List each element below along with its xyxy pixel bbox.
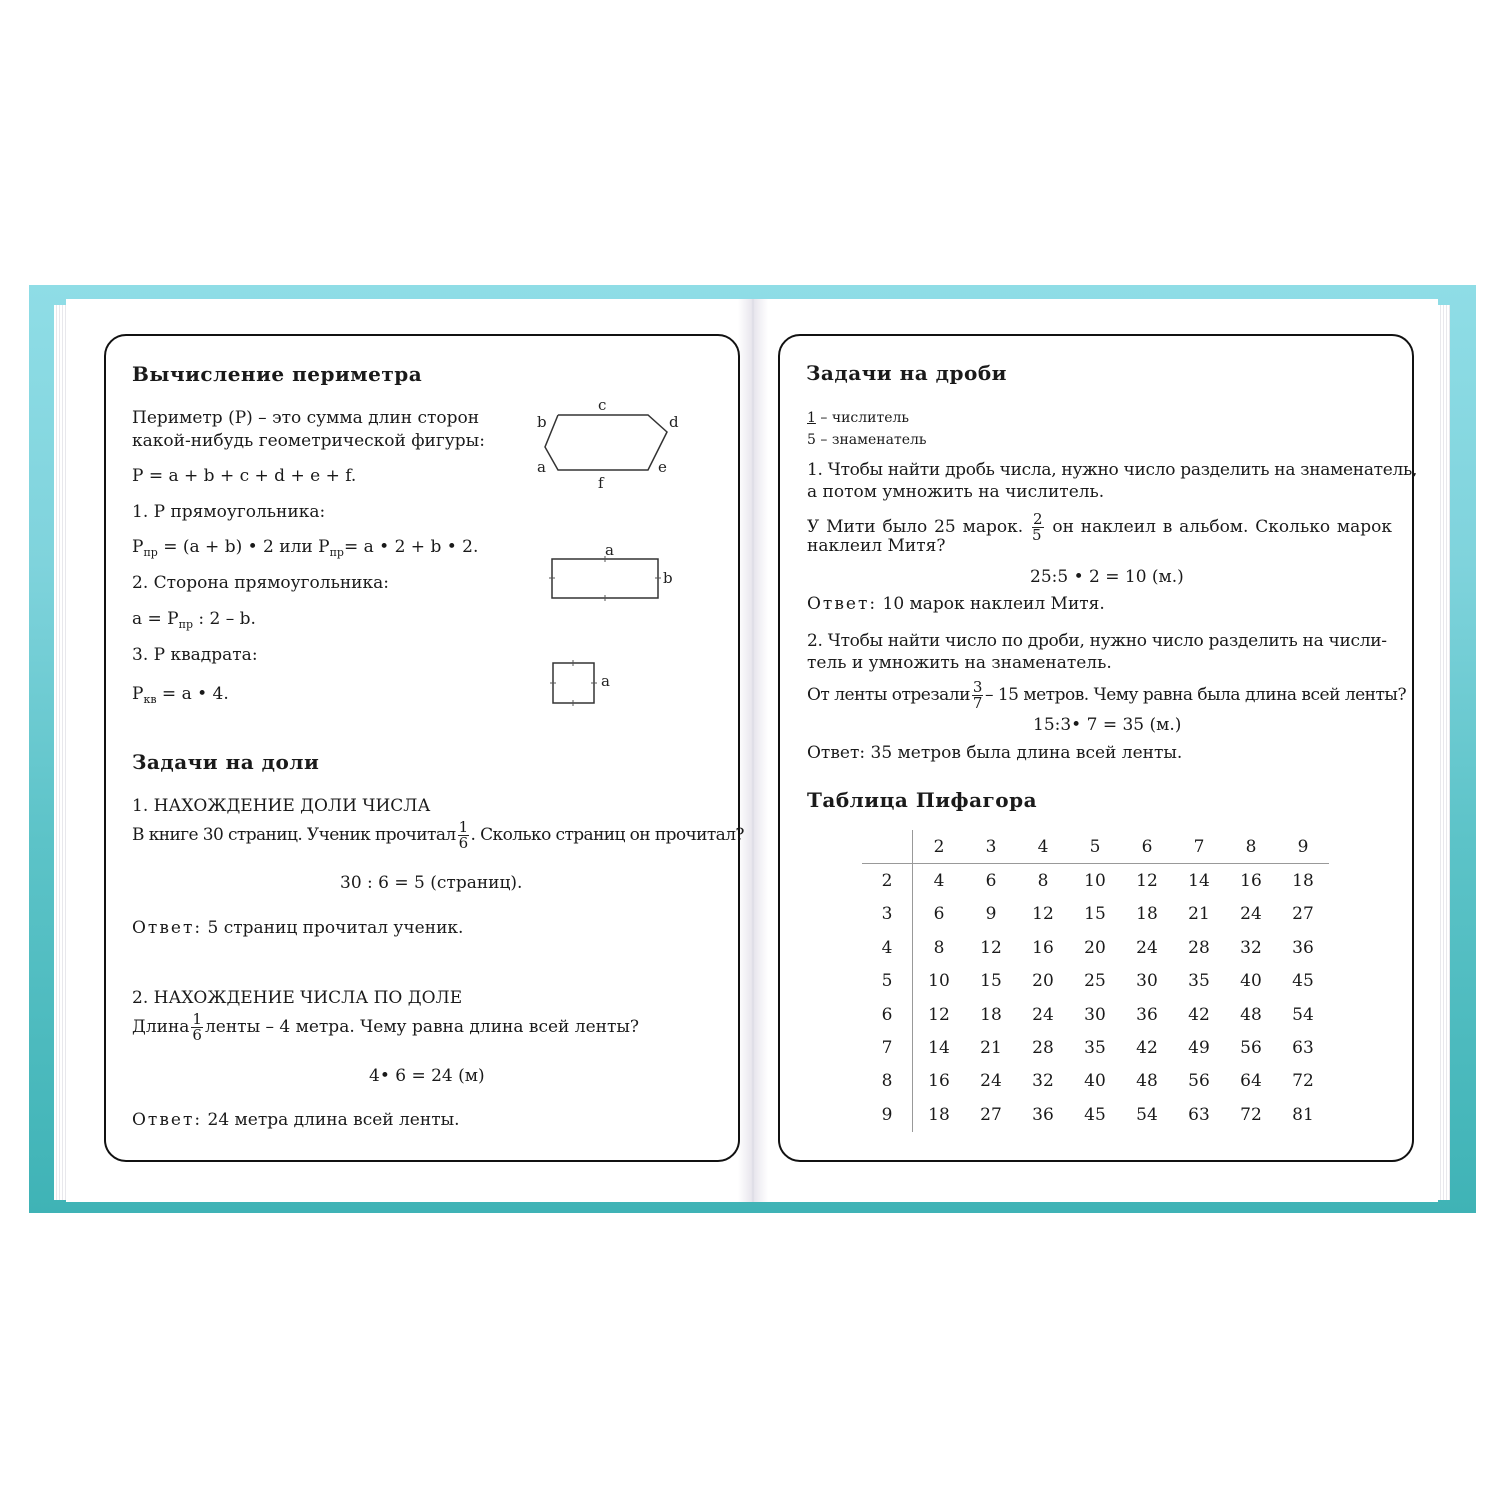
rectangle-side-title: 2. Сторона прямоугольника: [132,573,390,593]
table-cell: 54 [1292,1004,1314,1025]
hexagon-label-d: d [669,413,679,431]
table-cell: 35 [1188,971,1210,992]
hexagon-label-b: b [537,413,547,431]
fraction-two-fifths [1032,512,1044,543]
shares-task2-solution: 4• 6 = 24 (м) [369,1066,485,1086]
shares-task1-answer [132,917,463,939]
table-row [862,965,1329,998]
row-header: 9 [862,1098,913,1131]
formula-subscript: кв [143,693,157,706]
table-cell: 36 [1292,937,1314,958]
table-cell: 63 [1292,1038,1314,1059]
table-cell: 49 [1188,1038,1210,1059]
perimeter-title: Вычисление периметра [132,362,423,386]
column-header: 2 [913,830,966,864]
table-row [862,898,1329,931]
table-cell: 27 [1292,904,1314,925]
perimeter-formula: Р = a + b + c + d + e + f. [132,466,357,486]
formula-subscript: пр [178,618,194,631]
table-cell: 8 [933,937,945,958]
table-cell: 14 [1188,871,1210,892]
table-cell: 18 [980,1004,1002,1025]
table-row [862,998,1329,1031]
table-cell: 24 [980,1071,1002,1092]
table-cell: 81 [1292,1104,1314,1125]
formula-part: : 2 – b. [193,609,256,629]
table-row [862,1065,1329,1098]
square-perimeter-title: 3. Р квадрата: [132,645,258,665]
table-cell: 10 [1084,871,1106,892]
geometry-diagrams [500,380,720,720]
fraction-denominator: 5 [1031,526,1042,544]
shares-task1-title: 1. НАХОЖДЕНИЕ ДОЛИ ЧИСЛА [132,796,431,816]
rectangle-label-a: a [605,541,614,559]
answer-label: Ответ: [132,918,203,938]
table-cell: 6 [933,904,945,925]
rectangle-perimeter-formula [132,536,478,564]
table-corner-cell [862,830,913,864]
fraction-denominator: 6 [458,834,468,852]
table-header-row [862,830,1329,864]
row-header: 5 [862,965,913,998]
table-cell: 16 [1032,937,1054,958]
fractions-title: Задачи на дроби [806,361,1007,385]
table-cell: 4 [933,871,945,892]
fractions-task2-text [807,680,1406,711]
row-header: 4 [862,931,913,964]
table-cell: 35 [1084,1038,1106,1059]
shares-task2-text [132,1012,639,1043]
formula-part: = a • 2 + b • 2. [343,537,479,557]
fractions-rule2-line1: 2. Чтобы найти число по дроби, нужно число разделить на числи- [807,631,1387,651]
table-cell: 16 [1240,871,1262,892]
table-cell: 64 [1240,1071,1262,1092]
table-cell: 72 [1240,1104,1262,1125]
fraction-one-sixth [458,820,469,851]
table-cell: 15 [980,971,1002,992]
table-cell: 8 [1037,871,1049,892]
table-cell: 15 [1084,904,1106,925]
formula-part: Р [132,684,144,704]
page-edges-right [1438,305,1450,1200]
perimeter-intro-2: какой-нибудь геометрической фигуры: [132,431,485,451]
table-cell: 18 [928,1104,950,1125]
table-cell: 54 [1136,1104,1158,1125]
square-label-a: a [601,672,610,690]
row-header: 8 [862,1065,913,1098]
table-cell: 18 [1136,904,1158,925]
text-part: ленты – 4 метра. Чему равна длина всей ленты? [204,1017,640,1037]
row-header: 3 [862,898,913,931]
fraction-one-sixth [191,1012,203,1043]
table-row [862,931,1329,964]
table-cell: 12 [1032,904,1054,925]
table-row [862,1098,1329,1131]
text-part: – 15 метров. Чему равна была длина всей ленты? [984,685,1407,705]
table-cell: 24 [1032,1004,1054,1025]
table-cell: 56 [1240,1038,1262,1059]
fraction-denominator: 7 [972,694,982,712]
text-part: От ленты отрезали [807,685,970,705]
hexagon-label-e: e [658,458,667,476]
answer-text: 5 страниц прочитал ученик. [202,918,464,938]
fractions-rule1-line1: 1. Чтобы найти дробь числа, нужно число разделить на знаменатель, [807,460,1418,480]
table-cell: 63 [1188,1104,1210,1125]
column-header: 3 [965,830,1017,864]
denominator-definition [807,429,927,451]
table-cell: 24 [1136,937,1158,958]
fractions-task2-solution: 15:3• 7 = 35 (м.) [1033,715,1182,735]
formula-part: Р [132,537,144,557]
numerator-definition [807,407,909,429]
table-cell: 27 [980,1104,1002,1125]
table-cell: 30 [1136,971,1158,992]
table-cell: 6 [985,871,997,892]
shares-task1-solution: 30 : 6 = 5 (страниц). [340,873,523,893]
fractions-task1-answer [807,593,1105,615]
hexagon-label-f: f [598,474,604,492]
table-cell: 12 [980,937,1002,958]
formula-subscript: пр [329,546,344,559]
fraction-numerator: 3 [972,678,982,696]
table-cell: 56 [1188,1071,1210,1092]
row-header: 6 [862,998,913,1031]
hexagon-label-a: a [537,458,546,476]
row-header: 7 [862,1031,913,1064]
answer-label: Ответ: [132,1110,203,1130]
table-cell: 45 [1084,1104,1106,1125]
rectangle-label-b: b [663,569,673,587]
text-part: он наклеил в альбом. Сколько марок [1052,517,1393,537]
numerator-digit: 1 [807,410,816,426]
denominator-label: – знаменатель [815,432,927,448]
shares-task2-answer [132,1109,460,1131]
fractions-task1-line2: наклеил Митя? [807,536,946,556]
table-cell: 36 [1136,1004,1158,1025]
text-part: В книге 30 страниц. Ученик прочитал [132,825,456,845]
fractions-task2-answer: Ответ: 35 метров была длина всей ленты. [807,743,1183,763]
book-spine [738,299,768,1202]
table-cell: 48 [1240,1004,1262,1025]
table-cell: 14 [928,1038,950,1059]
rectangle-side-formula [132,608,256,636]
table-cell: 10 [928,971,950,992]
fraction-numerator: 1 [192,1010,202,1028]
table-cell: 20 [1084,937,1106,958]
denominator-digit: 5 [807,432,816,448]
table-row [862,864,1329,898]
square-perimeter-formula [132,683,229,711]
table-cell: 12 [928,1004,950,1025]
table-row [862,1031,1329,1064]
text-part: Длина [132,1017,190,1037]
table-cell: 42 [1188,1004,1210,1025]
fractions-rule2-line2: тель и умножить на знаменатель. [807,653,1112,673]
column-header: 5 [1069,830,1121,864]
table-cell: 36 [1032,1104,1054,1125]
hexagon-label-c: c [598,396,607,414]
fraction-denominator: 6 [192,1026,202,1044]
table-cell: 42 [1136,1038,1158,1059]
table-cell: 32 [1240,937,1262,958]
formula-part: a = Р [132,609,179,629]
perimeter-intro-1: Периметр (Р) – это сумма длин сторон [132,408,480,428]
table-cell: 25 [1084,971,1106,992]
formula-subscript: пр [143,546,158,559]
table-cell: 12 [1136,871,1158,892]
table-cell: 21 [1188,904,1210,925]
table-cell: 40 [1240,971,1262,992]
table-cell: 45 [1292,971,1314,992]
pythagoras-table [862,830,1329,1132]
table-cell: 24 [1240,904,1262,925]
table-cell: 28 [1188,937,1210,958]
shares-task1-text [132,820,744,851]
table-cell: 40 [1084,1071,1106,1092]
table-cell: 48 [1136,1071,1158,1092]
text-part: . Сколько страниц он прочитал? [470,825,744,845]
text-part: У Мити было 25 марок. [807,517,1024,537]
formula-part: = (a + b) • 2 или Р [157,537,330,557]
page-edges-left [54,305,66,1200]
formula-part: = a • 4. [156,684,229,704]
table-cell: 21 [980,1038,1002,1059]
rectangle-perimeter-title: 1. Р прямоугольника: [132,502,326,522]
column-header: 8 [1225,830,1277,864]
shares-title: Задачи на доли [132,750,320,774]
fraction-numerator: 1 [458,818,468,836]
fractions-task1-solution: 25:5 • 2 = 10 (м.) [1030,567,1184,587]
table-cell: 32 [1032,1071,1054,1092]
fraction-three-sevenths [972,680,983,711]
fraction-numerator: 2 [1032,510,1043,528]
shares-task2-title: 2. НАХОЖДЕНИЕ ЧИСЛА ПО ДОЛЕ [132,988,463,1008]
pythagoras-title: Таблица Пифагора [807,788,1038,812]
table-cell: 28 [1032,1038,1054,1059]
fractions-rule1-line2: а потом умножить на числитель. [807,482,1105,502]
answer-text: 24 метра длина всей ленты. [202,1110,460,1130]
square-figure [550,660,610,706]
answer-text: 10 марок наклеил Митя. [877,594,1105,614]
table-cell: 20 [1032,971,1054,992]
row-header: 2 [862,864,913,898]
table-cell: 16 [928,1071,950,1092]
column-header: 9 [1277,830,1329,864]
column-header: 6 [1121,830,1173,864]
rectangle-figure [549,541,673,601]
table-cell: 9 [985,904,997,925]
column-header: 4 [1017,830,1069,864]
column-header: 7 [1173,830,1225,864]
table-cell: 30 [1084,1004,1106,1025]
table-cell: 72 [1292,1071,1314,1092]
hexagon-figure [537,396,679,492]
numerator-label: – числитель [815,410,910,426]
answer-label: Ответ: [807,594,878,614]
table-cell: 18 [1292,871,1314,892]
